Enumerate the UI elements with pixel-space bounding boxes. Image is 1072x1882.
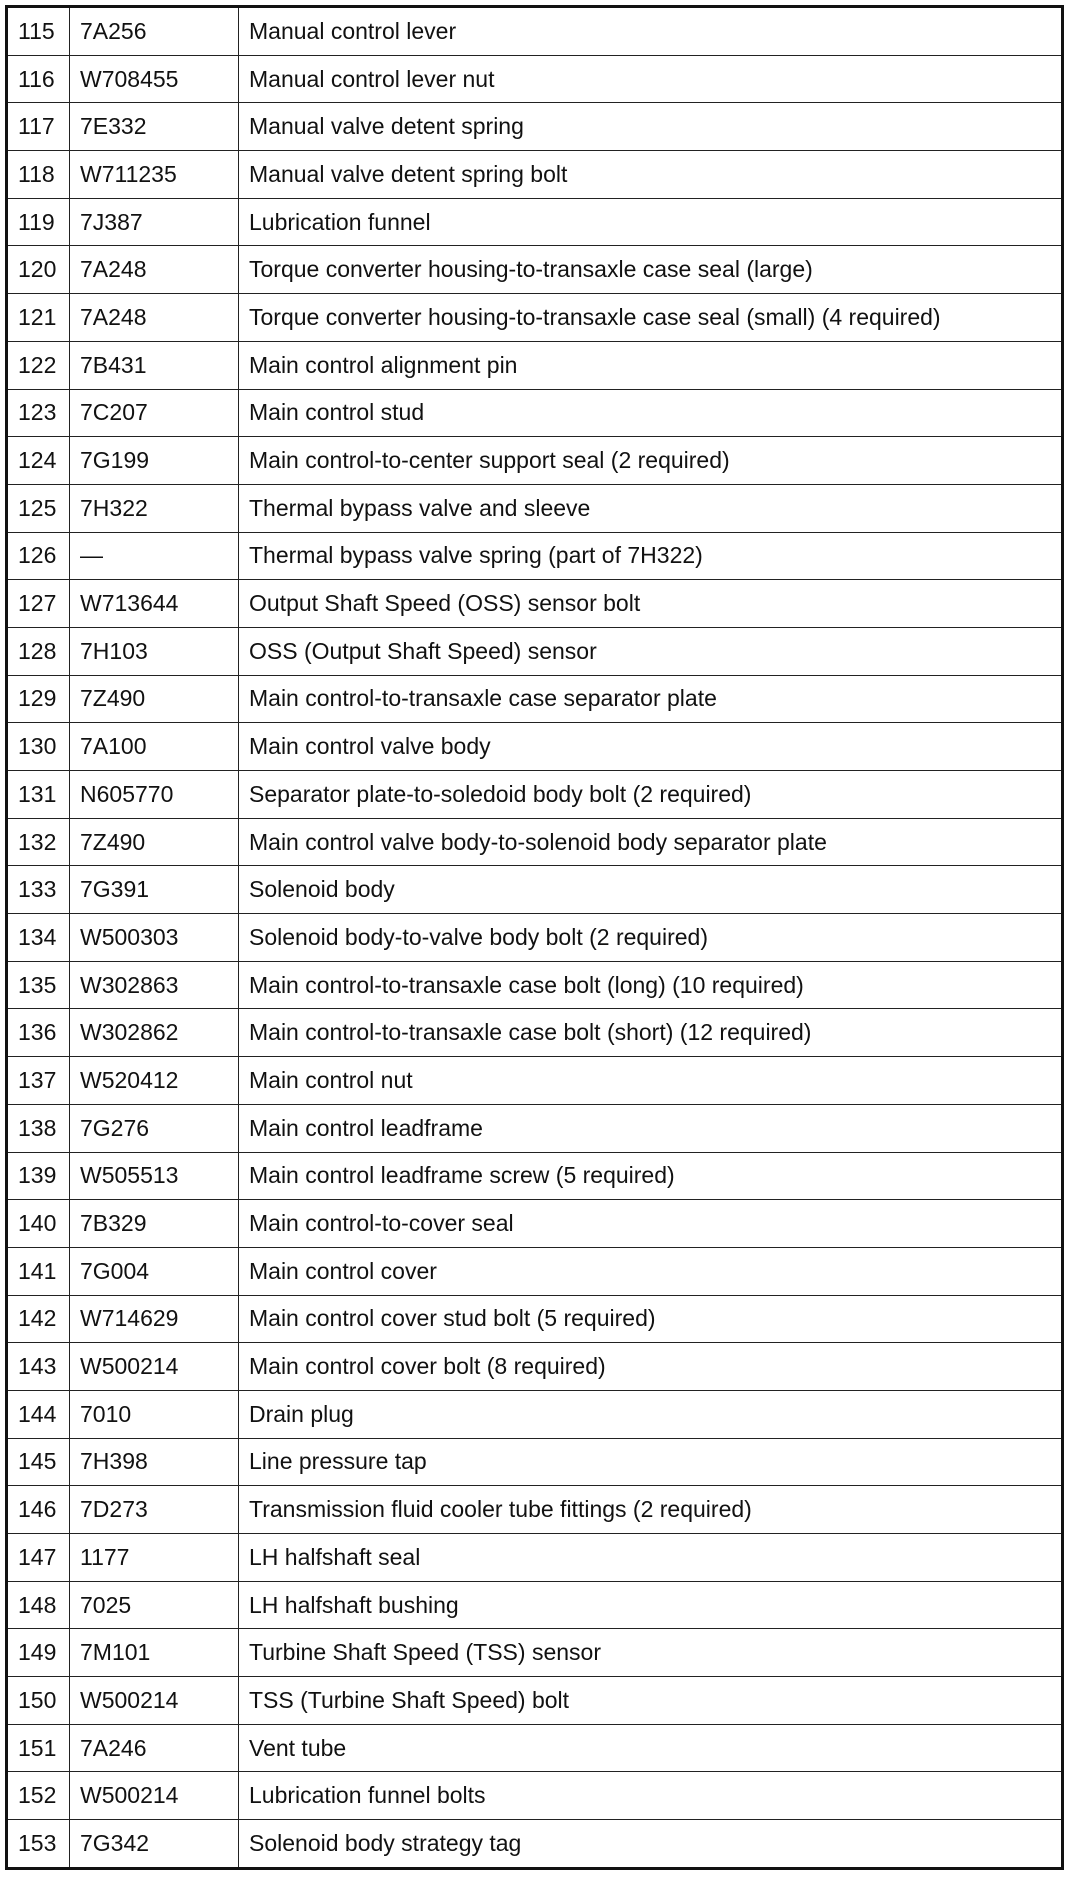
table-row	[7, 1438, 1063, 1486]
table-row	[7, 1057, 1063, 1105]
description-cell: LH halfshaft seal	[239, 1534, 1063, 1582]
item-number-cell: 131	[7, 771, 70, 819]
description-cell: Solenoid body strategy tag	[239, 1820, 1063, 1869]
table-row	[7, 1772, 1063, 1820]
item-number-cell: 127	[7, 580, 70, 628]
description-cell: Main control cover bolt (8 required)	[239, 1343, 1063, 1391]
part-number-cell: 7G391	[70, 866, 239, 914]
description-cell: Main control-to-cover seal	[239, 1200, 1063, 1248]
item-number-cell: 142	[7, 1295, 70, 1343]
item-number-cell: 147	[7, 1534, 70, 1582]
part-number-cell: 7G276	[70, 1104, 239, 1152]
description-cell: Main control stud	[239, 389, 1063, 437]
item-number-cell: 137	[7, 1057, 70, 1105]
description-cell: Main control cover	[239, 1247, 1063, 1295]
table-row	[7, 1629, 1063, 1677]
part-number-cell: W708455	[70, 55, 239, 103]
description-cell: Main control-to-center support seal (2 required)	[239, 437, 1063, 485]
table-row	[7, 198, 1063, 246]
item-number-cell: 117	[7, 103, 70, 151]
table-row	[7, 580, 1063, 628]
item-number-cell: 141	[7, 1247, 70, 1295]
item-number-cell: 144	[7, 1390, 70, 1438]
table-row	[7, 961, 1063, 1009]
table-row	[7, 1200, 1063, 1248]
table-row	[7, 1486, 1063, 1534]
part-number-cell: 7G199	[70, 437, 239, 485]
description-cell: Main control leadframe screw (5 required)	[239, 1152, 1063, 1200]
table-row	[7, 675, 1063, 723]
description-cell: OSS (Output Shaft Speed) sensor	[239, 627, 1063, 675]
table-row	[7, 532, 1063, 580]
table-row	[7, 866, 1063, 914]
table-row	[7, 437, 1063, 485]
part-number-cell: 7E332	[70, 103, 239, 151]
part-number-cell: W520412	[70, 1057, 239, 1105]
item-number-cell: 152	[7, 1772, 70, 1820]
item-number-cell: 129	[7, 675, 70, 723]
item-number-cell: 139	[7, 1152, 70, 1200]
part-number-cell: 7B431	[70, 341, 239, 389]
description-cell: Manual control lever nut	[239, 55, 1063, 103]
item-number-cell: 118	[7, 151, 70, 199]
table-row	[7, 1009, 1063, 1057]
description-cell: Manual control lever	[239, 7, 1063, 56]
table-row	[7, 389, 1063, 437]
description-cell: LH halfshaft bushing	[239, 1581, 1063, 1629]
table-row	[7, 151, 1063, 199]
table-row	[7, 246, 1063, 294]
description-cell: Main control valve body	[239, 723, 1063, 771]
item-number-cell: 136	[7, 1009, 70, 1057]
item-number-cell: 120	[7, 246, 70, 294]
item-number-cell: 153	[7, 1820, 70, 1869]
item-number-cell: 149	[7, 1629, 70, 1677]
item-number-cell: 138	[7, 1104, 70, 1152]
description-cell: Output Shaft Speed (OSS) sensor bolt	[239, 580, 1063, 628]
item-number-cell: 151	[7, 1724, 70, 1772]
item-number-cell: 122	[7, 341, 70, 389]
part-number-cell: 7G004	[70, 1247, 239, 1295]
part-number-cell: 7J387	[70, 198, 239, 246]
part-number-cell: 7Z490	[70, 818, 239, 866]
item-number-cell: 115	[7, 7, 70, 56]
table-row	[7, 294, 1063, 342]
table-row	[7, 771, 1063, 819]
part-number-cell: 7A246	[70, 1724, 239, 1772]
description-cell: Solenoid body-to-valve body bolt (2 required)	[239, 914, 1063, 962]
part-number-cell: 7H398	[70, 1438, 239, 1486]
description-cell: Manual valve detent spring	[239, 103, 1063, 151]
table-row	[7, 818, 1063, 866]
item-number-cell: 126	[7, 532, 70, 580]
parts-table-body	[7, 7, 1063, 1869]
table-row	[7, 1534, 1063, 1582]
description-cell: Thermal bypass valve spring (part of 7H322)	[239, 532, 1063, 580]
item-number-cell: 119	[7, 198, 70, 246]
table-row	[7, 1295, 1063, 1343]
part-number-cell: 7D273	[70, 1486, 239, 1534]
description-cell: Main control-to-transaxle case separator plate	[239, 675, 1063, 723]
table-row	[7, 1820, 1063, 1869]
description-cell: Main control nut	[239, 1057, 1063, 1105]
table-row	[7, 1581, 1063, 1629]
item-number-cell: 134	[7, 914, 70, 962]
description-cell: Lubrication funnel bolts	[239, 1772, 1063, 1820]
table-row	[7, 1724, 1063, 1772]
description-cell: Vent tube	[239, 1724, 1063, 1772]
description-cell: Manual valve detent spring bolt	[239, 151, 1063, 199]
part-number-cell: W500214	[70, 1343, 239, 1391]
description-cell: Main control-to-transaxle case bolt (long) (10 required)	[239, 961, 1063, 1009]
item-number-cell: 125	[7, 484, 70, 532]
table-row	[7, 341, 1063, 389]
item-number-cell: 145	[7, 1438, 70, 1486]
description-cell: Transmission fluid cooler tube fittings (2 required)	[239, 1486, 1063, 1534]
part-number-cell: W500214	[70, 1677, 239, 1725]
part-number-cell: 7Z490	[70, 675, 239, 723]
description-cell: Line pressure tap	[239, 1438, 1063, 1486]
parts-table	[5, 5, 1064, 1870]
item-number-cell: 130	[7, 723, 70, 771]
item-number-cell: 124	[7, 437, 70, 485]
table-row	[7, 1677, 1063, 1725]
description-cell: Main control leadframe	[239, 1104, 1063, 1152]
part-number-cell: 7M101	[70, 1629, 239, 1677]
item-number-cell: 146	[7, 1486, 70, 1534]
part-number-cell: W714629	[70, 1295, 239, 1343]
table-row	[7, 627, 1063, 675]
table-row	[7, 1390, 1063, 1438]
table-row	[7, 103, 1063, 151]
description-cell: Thermal bypass valve and sleeve	[239, 484, 1063, 532]
description-cell: TSS (Turbine Shaft Speed) bolt	[239, 1677, 1063, 1725]
item-number-cell: 140	[7, 1200, 70, 1248]
part-number-cell: 7G342	[70, 1820, 239, 1869]
table-row	[7, 55, 1063, 103]
part-number-cell: 7025	[70, 1581, 239, 1629]
item-number-cell: 150	[7, 1677, 70, 1725]
part-number-cell: 7A248	[70, 246, 239, 294]
description-cell: Torque converter housing-to-transaxle case seal (small) (4 required)	[239, 294, 1063, 342]
item-number-cell: 148	[7, 1581, 70, 1629]
part-number-cell: W713644	[70, 580, 239, 628]
description-cell: Lubrication funnel	[239, 198, 1063, 246]
part-number-cell: W302862	[70, 1009, 239, 1057]
table-row	[7, 1104, 1063, 1152]
part-number-cell: W302863	[70, 961, 239, 1009]
description-cell: Drain plug	[239, 1390, 1063, 1438]
part-number-cell: W505513	[70, 1152, 239, 1200]
table-row	[7, 1343, 1063, 1391]
table-row	[7, 7, 1063, 56]
part-number-cell: 7A100	[70, 723, 239, 771]
description-cell: Torque converter housing-to-transaxle case seal (large)	[239, 246, 1063, 294]
part-number-cell: —	[70, 532, 239, 580]
part-number-cell: 7H103	[70, 627, 239, 675]
part-number-cell: 7A248	[70, 294, 239, 342]
part-number-cell: 7B329	[70, 1200, 239, 1248]
item-number-cell: 116	[7, 55, 70, 103]
description-cell: Main control cover stud bolt (5 required)	[239, 1295, 1063, 1343]
table-row	[7, 914, 1063, 962]
description-cell: Main control-to-transaxle case bolt (short) (12 required)	[239, 1009, 1063, 1057]
part-number-cell: 7A256	[70, 7, 239, 56]
item-number-cell: 143	[7, 1343, 70, 1391]
item-number-cell: 133	[7, 866, 70, 914]
part-number-cell: 7H322	[70, 484, 239, 532]
description-cell: Solenoid body	[239, 866, 1063, 914]
item-number-cell: 123	[7, 389, 70, 437]
part-number-cell: W500214	[70, 1772, 239, 1820]
part-number-cell: W711235	[70, 151, 239, 199]
part-number-cell: 7010	[70, 1390, 239, 1438]
part-number-cell: 7C207	[70, 389, 239, 437]
description-cell: Turbine Shaft Speed (TSS) sensor	[239, 1629, 1063, 1677]
description-cell: Separator plate-to-soledoid body bolt (2 required)	[239, 771, 1063, 819]
item-number-cell: 132	[7, 818, 70, 866]
table-row	[7, 1152, 1063, 1200]
table-row	[7, 1247, 1063, 1295]
part-number-cell: N605770	[70, 771, 239, 819]
item-number-cell: 121	[7, 294, 70, 342]
item-number-cell: 135	[7, 961, 70, 1009]
description-cell: Main control alignment pin	[239, 341, 1063, 389]
table-row	[7, 723, 1063, 771]
item-number-cell: 128	[7, 627, 70, 675]
part-number-cell: W500303	[70, 914, 239, 962]
part-number-cell: 1177	[70, 1534, 239, 1582]
description-cell: Main control valve body-to-solenoid body separator plate	[239, 818, 1063, 866]
table-row	[7, 484, 1063, 532]
